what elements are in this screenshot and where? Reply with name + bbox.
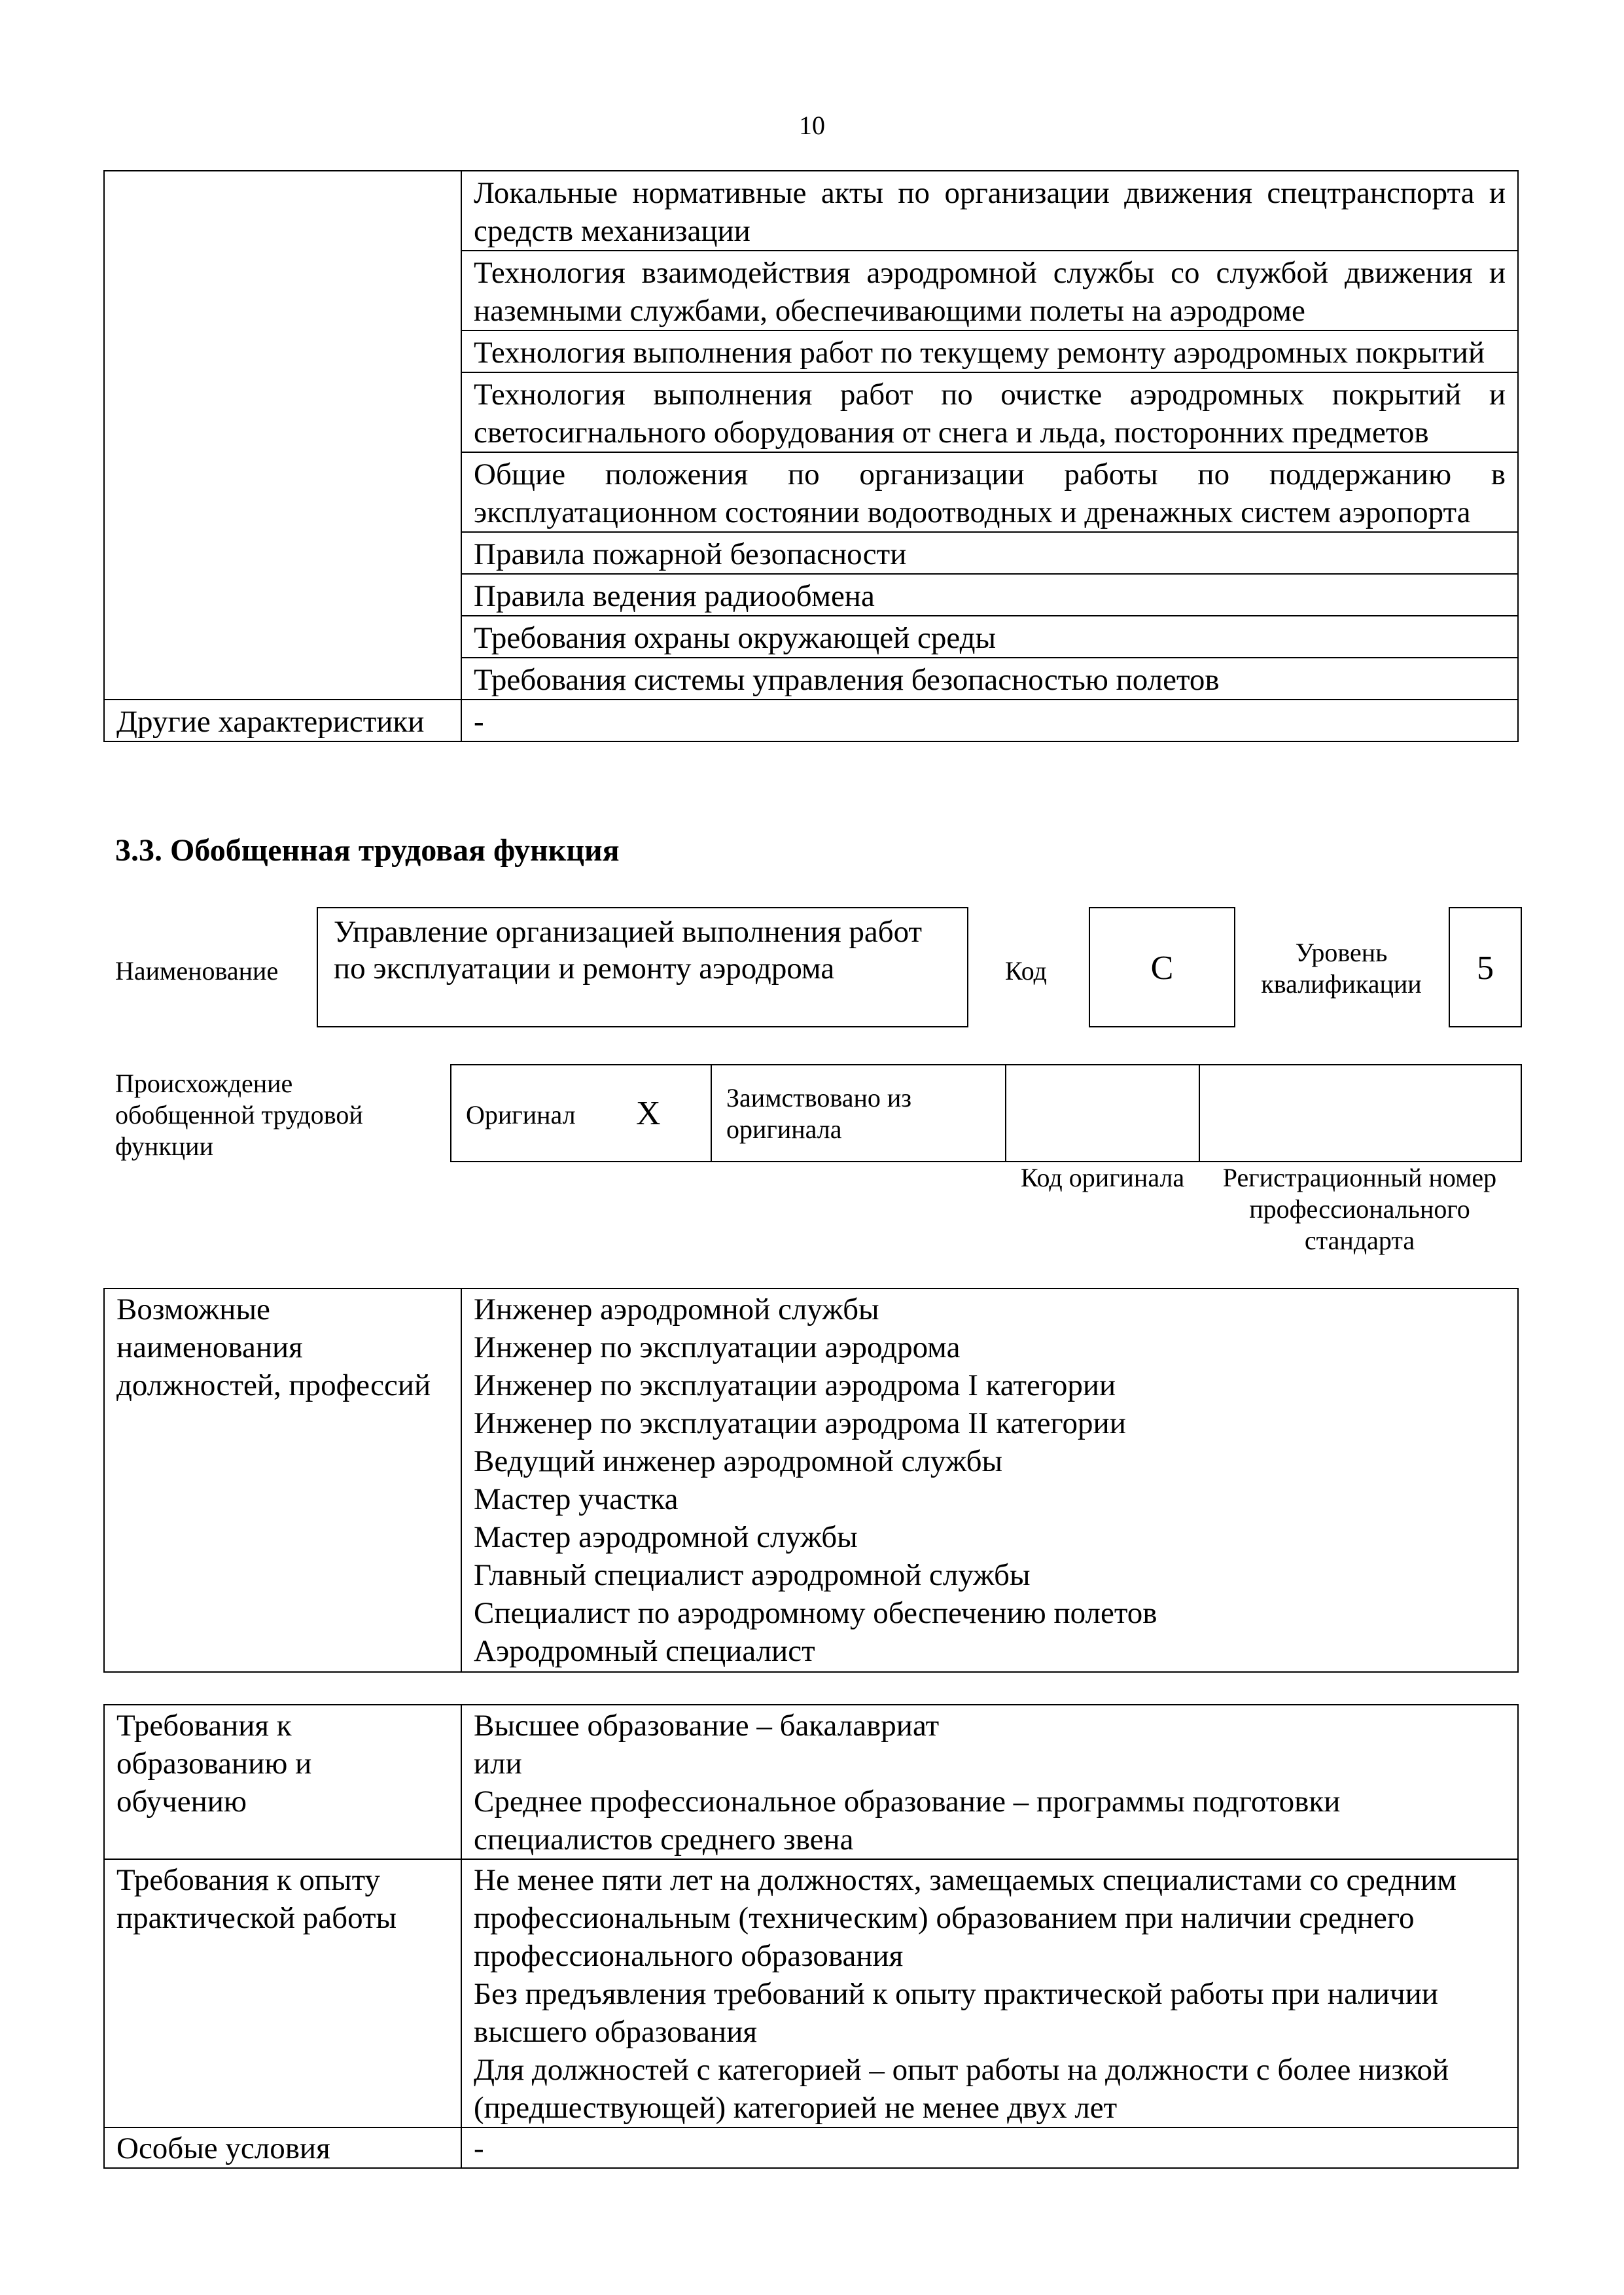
experience-label: Требования к опыту практической работы [116,1863,397,1935]
code-label: Код [1005,956,1047,986]
origin-divider [711,1065,712,1161]
education-label-cell [104,1705,461,1859]
level-value: 5 [1477,950,1494,987]
special-value: - [474,2131,484,2165]
knowledge-item: Технология выполнения работ по текущему ремонту аэродромных покрытий [461,330,1518,372]
knowledge-label-cell [104,171,461,700]
knowledge-item: Технология выполнения работ по очистке аэродромных покрытий и светосигнального оборудования от снега и льда, посторонних предметов [461,372,1518,452]
other-characteristics-label: Другие характеристики [104,700,461,741]
position-item: Инженер аэродромной службы [474,1292,879,1326]
experience-item: Для должностей с категорией – опыт работы на должности с более низкой (предшествующей) категорией не менее двух лет [474,2053,1449,2125]
knowledge-item: Общие положения по организации работы по поддержанию в эксплуатационном состоянии водоотводных и дренажных систем аэропорта [461,452,1518,532]
education-item: или [474,1747,522,1781]
position-item: Инженер по эксплуатации аэродрома II категории [474,1406,1126,1440]
position-item: Специалист по аэродромному обеспечению полетов [474,1596,1157,1630]
reg-caption: Регистрационный номер профессионального стандарта [1222,1163,1497,1255]
education-item: Высшее образование – бакалавриат [474,1709,940,1743]
positions-table [103,1288,1519,1673]
positions-list-cell [461,1289,1518,1672]
knowledge-item: Локальные нормативные акты по организации движения спецтранспорта и средств механизации [461,171,1518,251]
knowledge-item: Правила ведения радиообмена [461,574,1518,616]
borrowed-label: Заимствовано из оригинала [726,1083,912,1144]
positions-label: Возможные наименования должностей, профессий [116,1292,431,1402]
experience-cell [461,1859,1518,2127]
code-box [1089,907,1235,1027]
experience-label-cell [104,1859,461,2127]
knowledge-item: Технология взаимодействия аэродромной службы со службой движения и наземными службами, обеспечивающими полеты на аэродроме [461,251,1518,330]
knowledge-item: Требования системы управления безопасностью полетов [461,658,1518,700]
position-item: Инженер по эксплуатации аэродрома [474,1330,961,1364]
position-item: Аэродромный специалист [474,1634,815,1668]
other-characteristics-value: - [461,700,1518,741]
code-value: C [1150,950,1174,987]
special-cell [461,2127,1518,2168]
origin-divider [1199,1065,1200,1161]
position-item: Главный специалист аэродромной службы [474,1558,1031,1592]
origin-divider [1005,1065,1006,1161]
code-caption: Код оригинала [1020,1163,1185,1192]
knowledge-table [103,170,1519,742]
position-item: Мастер аэродромной службы [474,1520,858,1554]
name-label: Наименование [115,956,279,986]
original-mark: X [636,1095,661,1132]
position-item: Инженер по эксплуатации аэродрома I категории [474,1368,1116,1402]
original-label: Оригинал [466,1100,576,1130]
position-item: Ведущий инженер аэродромной службы [474,1444,1003,1478]
section-title: 3.3. Обобщенная трудовая функция [115,833,620,868]
position-item: Мастер участка [474,1482,679,1516]
level-box [1449,907,1522,1027]
requirements-table [103,1704,1519,2169]
level-label: Уровень квалификации [1261,938,1422,999]
education-cell [461,1705,1518,1859]
knowledge-item: Правила пожарной безопасности [461,532,1518,574]
experience-item: Без предъявления требований к опыту практической работы при наличии высшего образования [474,1977,1438,2049]
page-number: 10 [799,111,825,140]
special-label-cell [104,2127,461,2168]
name-value: Управление организацией выполнения работ по эксплуатации и ремонту аэродрома [334,915,923,986]
special-label: Особые условия [116,2131,330,2165]
positions-label-cell [104,1289,461,1672]
name-box [317,907,968,1027]
education-item: Среднее профессиональное образование – программы подготовки специалистов среднего звена [474,1785,1341,1857]
origin-label: Происхождение обобщенной трудовой функции [115,1069,363,1161]
knowledge-item: Требования охраны окружающей среды [461,616,1518,658]
education-label: Требования к образованию и обучению [116,1709,312,1819]
experience-item: Не менее пяти лет на должностях, замещаемых специалистами со средним профессиональным (техническим) образованием при наличии среднего профессионального образования [474,1863,1457,1973]
origin-box [450,1064,1522,1162]
